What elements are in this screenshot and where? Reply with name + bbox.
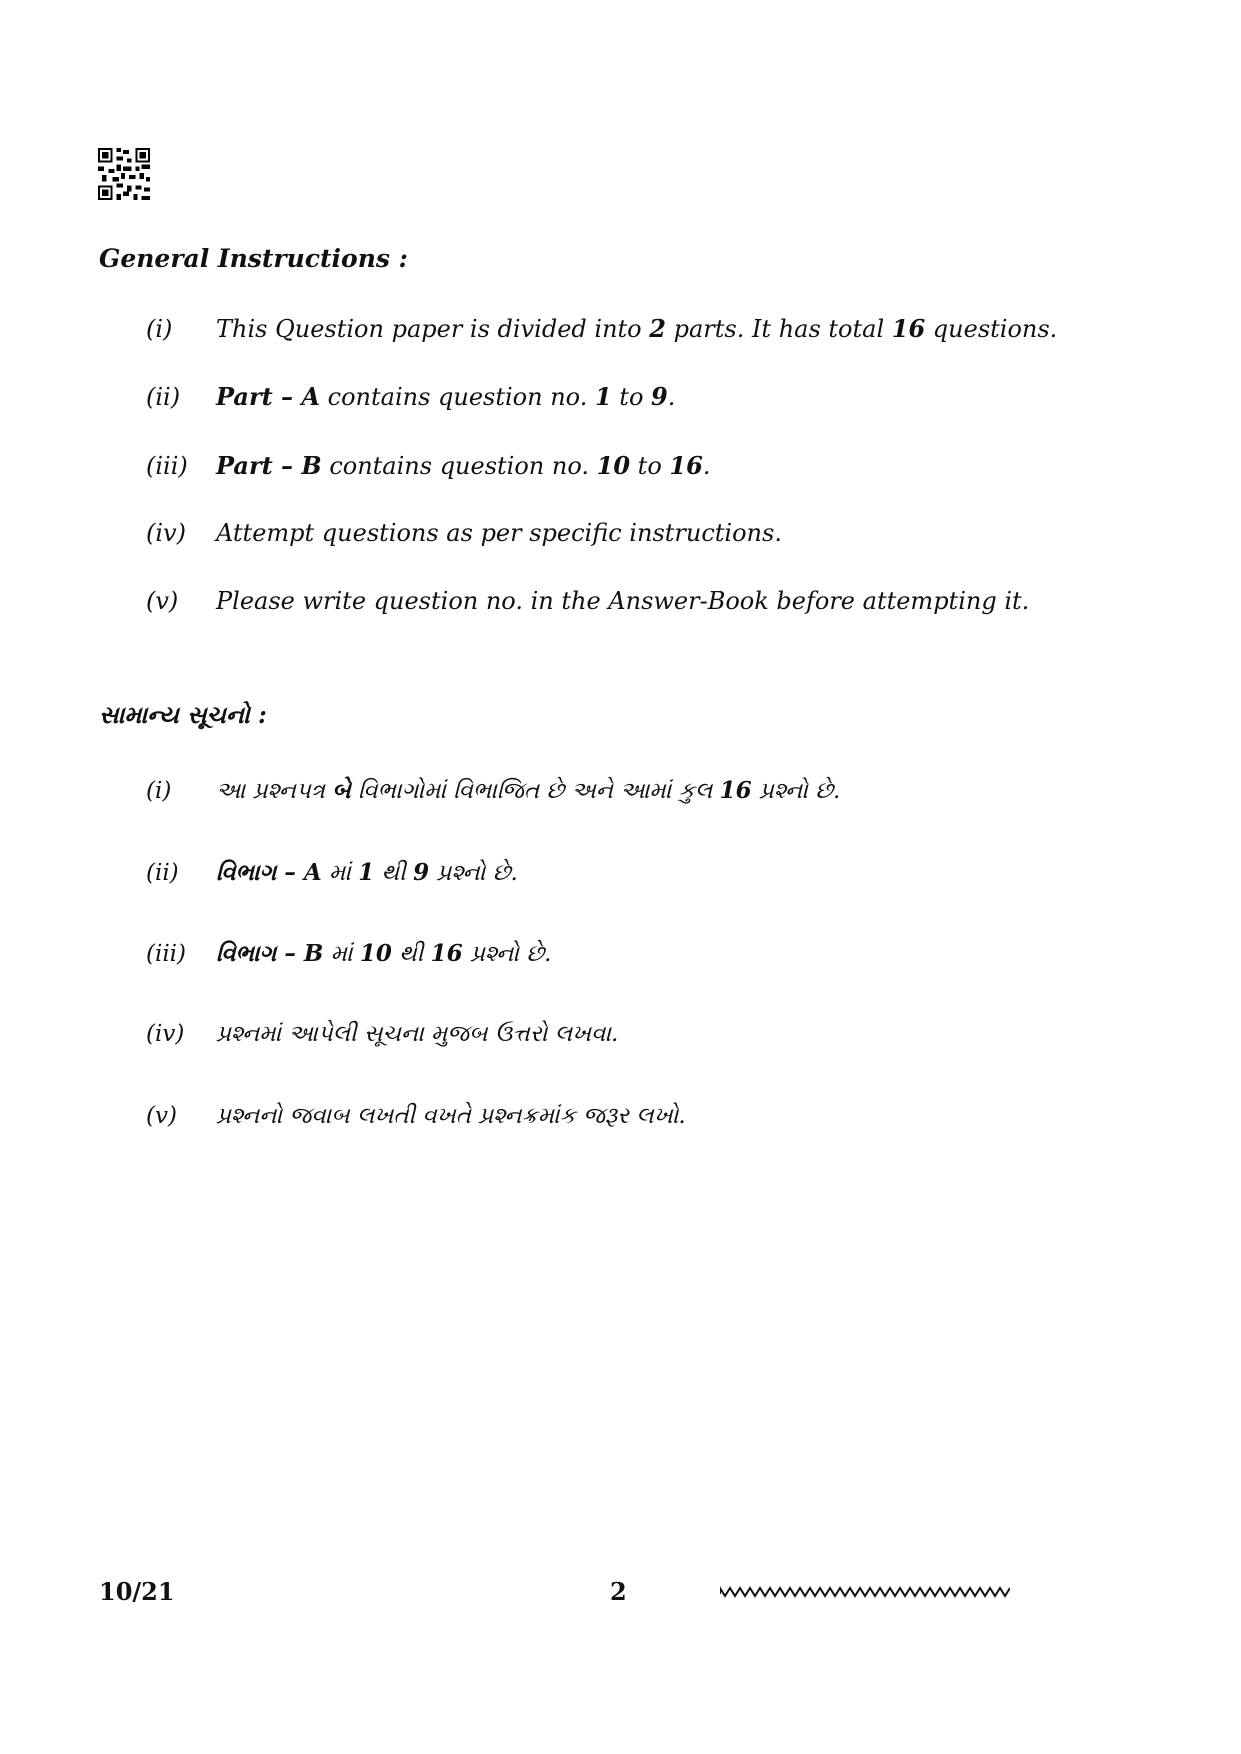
item-number: (v) [146, 1103, 177, 1129]
text-fragment: contains question no. [320, 383, 595, 411]
item-text [216, 382, 675, 411]
text-fragment: contains question no. [321, 452, 597, 480]
bold-fragment: વિભાગ – A [216, 859, 322, 886]
item-number: (iii) [146, 941, 187, 967]
item-text [216, 519, 782, 547]
item-text [216, 1021, 618, 1047]
text-fragment: આ પ્રશ્નપત્ર [216, 778, 333, 804]
text-fragment: થી [374, 860, 414, 886]
general-instructions-heading: General Instructions : [99, 244, 408, 273]
gujarati-instructions-heading: સામાન્ય સૂચનો : [99, 700, 267, 729]
instruction-item [146, 451, 710, 480]
text-fragment: માં [323, 941, 360, 967]
bold-fragment: 1 [358, 859, 375, 886]
text-fragment: Please write question no. in the Answer-Book before attempting it. [216, 587, 1030, 615]
bold-fragment: 1 [594, 382, 612, 411]
item-text [216, 859, 518, 886]
decorative-wave-line [720, 1584, 1010, 1600]
bold-fragment: 16 [669, 451, 703, 480]
text-fragment: માં [321, 860, 359, 886]
bold-fragment: વિભાગ – B [216, 940, 324, 967]
item-number: (ii) [146, 860, 179, 886]
item-number: (i) [146, 778, 172, 804]
text-fragment: . [667, 383, 676, 411]
instruction-item [146, 587, 1029, 615]
instruction-item [146, 314, 1057, 343]
bold-fragment: 10 [596, 451, 631, 480]
item-text [216, 314, 1057, 343]
bold-fragment: બે [332, 777, 351, 804]
item-number: (iii) [146, 452, 188, 480]
text-fragment: પ્રશ્નનો જવાબ લખતી વખતે પ્રશ્નક્રમાંક જરૂર લખો. [216, 1103, 686, 1129]
bold-fragment: 9 [413, 859, 430, 886]
item-number: (v) [146, 587, 179, 615]
instruction-item [146, 1103, 686, 1129]
bold-fragment: 16 [719, 777, 752, 804]
item-number: (ii) [146, 383, 181, 411]
text-fragment: વિભાગોમાં વિભાજિત છે અને આમાં કુલ [350, 778, 720, 804]
instruction-item [146, 859, 518, 886]
paper-code: 10/21 [99, 1577, 175, 1606]
item-text [216, 587, 1029, 615]
text-fragment: પ્રશ્નો છે. [462, 941, 552, 967]
instruction-item [146, 777, 840, 804]
item-number: (i) [146, 315, 173, 343]
text-fragment: . [702, 452, 711, 480]
text-fragment: Attempt questions as per specific instructions. [216, 519, 782, 547]
item-text [216, 1103, 686, 1129]
text-fragment: થી [391, 941, 431, 967]
item-text [216, 451, 710, 480]
bold-fragment: 2 [649, 314, 666, 343]
text-fragment: પ્રશ્નો છે. [429, 860, 518, 886]
text-fragment: This Question paper is divided into [216, 315, 650, 343]
instruction-item [146, 940, 551, 967]
instruction-item [146, 382, 675, 411]
text-fragment: to [611, 383, 652, 411]
item-number: (iv) [146, 1021, 185, 1047]
qr-code-icon [98, 148, 150, 200]
item-text [216, 777, 840, 804]
text-fragment: પ્રશ્નો છે. [751, 778, 841, 804]
bold-fragment: 16 [891, 314, 926, 343]
bold-fragment: 9 [651, 382, 668, 411]
instruction-item [146, 1021, 618, 1047]
item-text [216, 940, 551, 967]
bold-fragment: 16 [430, 940, 463, 967]
page-number: 2 [610, 1577, 627, 1606]
item-number: (iv) [146, 519, 186, 547]
text-fragment: to [630, 452, 670, 480]
text-fragment: questions. [925, 315, 1058, 343]
bold-fragment: 10 [359, 940, 392, 967]
bold-fragment: Part – B [216, 451, 322, 480]
text-fragment: parts. It has total [665, 315, 892, 343]
bold-fragment: Part – A [216, 382, 321, 411]
text-fragment: પ્રશ્નમાં આપેલી સૂચના મુજબ ઉત્તરો લખવા. [216, 1021, 619, 1047]
instruction-item [146, 519, 782, 547]
